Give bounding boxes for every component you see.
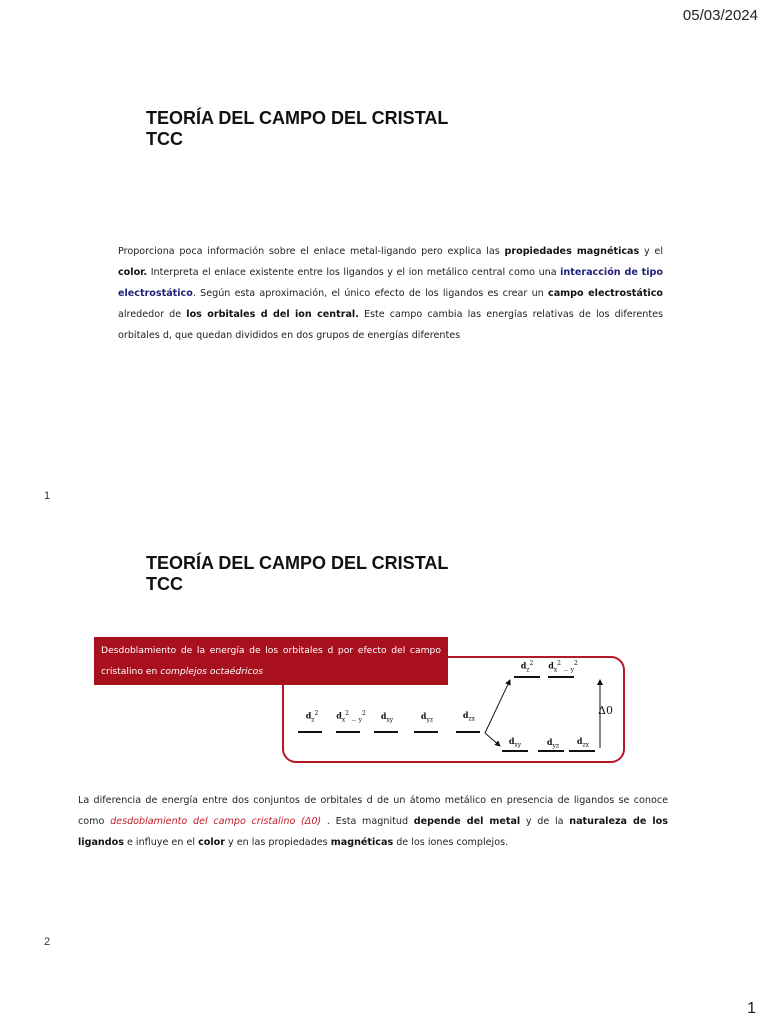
header-date: 05/03/2024: [682, 7, 758, 24]
banner-text: Desdoblamiento de la energía de los orbitales d por efecto del campo cristalino en: [101, 645, 441, 677]
slide2-page-number: 2: [44, 936, 51, 948]
slide1-page-number: 1: [44, 490, 51, 502]
slide2-title-line1: TEORÍA DEL CAMPO DEL CRISTAL: [146, 553, 449, 573]
bold-segment: los orbitales d del ion central.: [186, 309, 359, 320]
orbital-label: $d_{xy}$: [380, 711, 394, 724]
slide1-title-line1: TEORÍA DEL CAMPO DEL CRISTAL: [146, 108, 449, 128]
bold-segment: campo electrostático: [548, 288, 663, 299]
orbital-label: $d_x^2$ _ $_y^2$: [336, 710, 366, 724]
orbital-label: $d_{xy}$: [508, 736, 522, 749]
bold-segment: propiedades magnéticas: [504, 246, 640, 257]
orbital-label: $d_z^2$: [305, 710, 319, 724]
text-segment: de los iones complejos.: [393, 837, 509, 848]
document-page-number: 1: [747, 1000, 756, 1017]
text-segment: . Esta magnitud: [321, 816, 414, 827]
text-segment: e influye en el: [123, 837, 199, 848]
bold-segment: magnéticas: [330, 837, 394, 848]
highlight-segment: interacción de tipo electrostático: [118, 267, 663, 299]
text-segment: Proporciona poca información sobre el enlace metal-ligando pero explica las: [118, 246, 505, 257]
bold-segment: depende del metal: [413, 816, 521, 827]
delta-label: Δ0: [598, 704, 613, 717]
highlight-segment: desdoblamiento del campo cristalino (Δ0): [110, 816, 322, 827]
text-segment: y de la: [520, 816, 570, 827]
orbital-label: $d_{yz}$: [420, 711, 434, 724]
text-segment: . Según esta aproximación, el único efecto de los ligandos es crear un: [192, 288, 549, 299]
text-segment: y el: [639, 246, 663, 257]
orbital-label: $d_{zx}$: [576, 736, 590, 749]
text-segment: Este campo cambia las energías relativas de los diferentes orbitales d, que quedan divididos en dos grupos de energías diferentes: [118, 309, 664, 341]
slide2-title: [146, 553, 448, 595]
bold-segment: color: [198, 837, 225, 848]
orbital-label: $d_{yz}$: [546, 737, 560, 750]
slide2-title-line2: TCC: [146, 574, 183, 594]
banner-italic: complejos octaédricos: [160, 666, 263, 677]
slide1-paragraph: [118, 241, 663, 346]
bold-segment: color.: [118, 267, 148, 278]
orbital-label: $d_{zx}$: [462, 710, 476, 723]
text-segment: alrededor de: [118, 309, 187, 320]
text-segment: y en las propiedades: [224, 837, 331, 848]
slide1-title-line2: TCC: [146, 129, 183, 149]
slide1-title: [146, 108, 448, 150]
orbital-label: $d_x^2$ _ $_y^2$: [548, 660, 578, 674]
slide2-paragraph: [78, 790, 668, 853]
text-segment: Interpreta el enlace existente entre los ligandos y el ion metálico central como una: [147, 267, 561, 278]
bold-segment: naturaleza de los ligandos: [78, 816, 668, 848]
splitting-banner: [94, 637, 448, 685]
orbital-label: $d_z^2$: [520, 660, 534, 674]
text-segment: La diferencia de energía entre dos conjuntos de orbitales d de un átomo metálico en presencia de ligandos se conoce como: [78, 795, 668, 827]
